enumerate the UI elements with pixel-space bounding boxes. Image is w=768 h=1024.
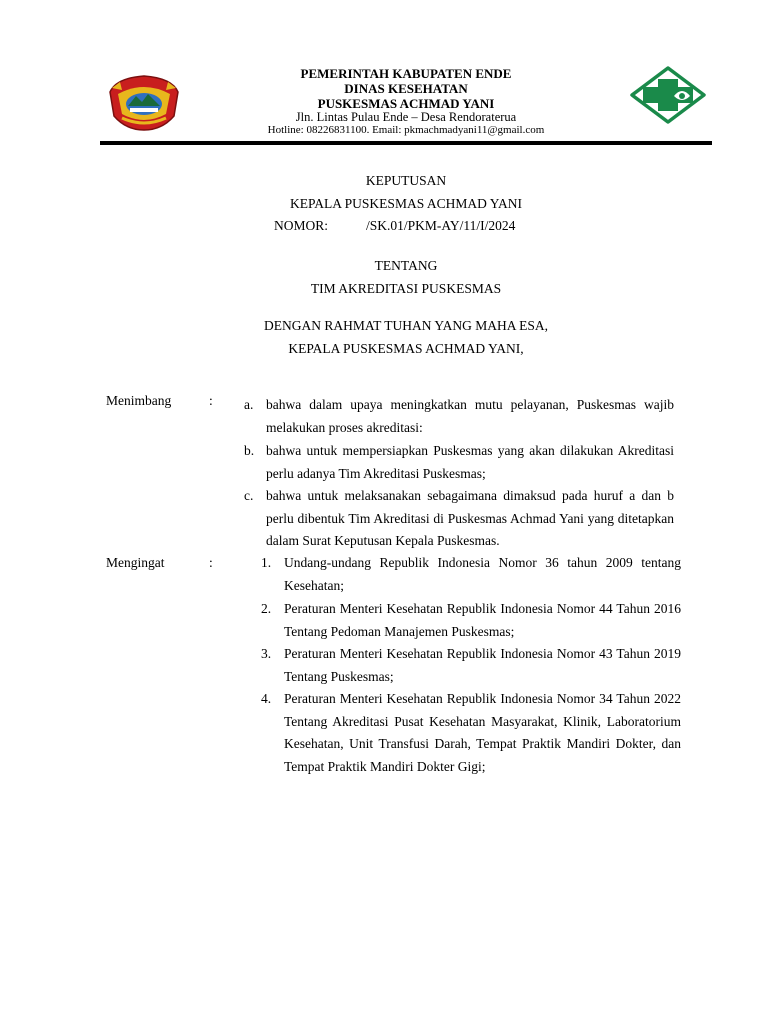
decree-title: KEPUTUSAN [365, 173, 447, 188]
mengingat-marker: 3. [261, 646, 272, 661]
menimbang-marker: a. [244, 397, 254, 412]
government-name: PEMERINTAH KABUPATEN ENDE [300, 66, 512, 81]
decree-subject: TIM AKREDITASI PUSKESMAS [310, 281, 502, 296]
menimbang-item: bahwa untuk melaksanakan sebagaimana dimaksud pada huruf a dan b perlu dibentuk Tim Akreditasi di Puskesmas Achmad Yani yang ditetapkan dalam Surat Keputusan Kepala Puskesmas. [266, 488, 674, 548]
about-label: TENTANG [374, 258, 438, 273]
mengingat-label: Mengingat [106, 555, 165, 570]
mengingat-marker: 2. [261, 601, 272, 616]
decree-number-value: /SK.01/PKM-AY/11/I/2024 [366, 218, 516, 233]
hotline: Hotline: 08226831100. Email: pkmachmadyani11@gmail.com [267, 124, 545, 136]
address: Jln. Lintas Pulau Ende – Desa Rendoraterua [295, 110, 517, 124]
menimbang-item: bahwa dalam upaya meningkatkan mutu pelayanan, Puskesmas wajib melakukan proses akreditasi: [266, 397, 674, 435]
header-divider [100, 141, 712, 145]
menimbang-label: Menimbang [106, 393, 172, 408]
mengingat-item: Undang-undang Republik Indonesia Nomor 36 tahun 2009 tentang Kesehatan; [284, 555, 681, 593]
menimbang-marker: b. [244, 443, 255, 458]
menimbang-colon: : [209, 393, 213, 408]
puskesmas-name: PUSKESMAS ACHMAD YANI [317, 96, 495, 111]
menimbang-item: bahwa untuk mempersiapkan Puskesmas yang akan dilakukan Akreditasi perlu adanya Tim Akreditasi Puskesmas; [266, 443, 674, 481]
mengingat-marker: 1. [261, 555, 272, 570]
department-name: DINAS KESEHATAN [344, 81, 468, 96]
opening-line-1: DENGAN RAHMAT TUHAN YANG MAHA ESA, [263, 318, 548, 333]
decree-number-label: NOMOR: [274, 218, 329, 233]
decree-issuer: KEPALA PUSKESMAS ACHMAD YANI [290, 196, 522, 211]
puskesmas-logo [630, 66, 706, 124]
regency-emblem-logo [106, 72, 182, 132]
opening-line-2: KEPALA PUSKESMAS ACHMAD YANI, [288, 341, 524, 356]
mengingat-item: Peraturan Menteri Kesehatan Republik Indonesia Nomor 43 Tahun 2019 Tentang Puskesmas; [284, 646, 681, 684]
mengingat-item: Peraturan Menteri Kesehatan Republik Indonesia Nomor 44 Tahun 2016 Tentang Pedoman Manajemen Puskesmas; [284, 601, 681, 639]
menimbang-marker: c. [244, 488, 254, 503]
mengingat-colon: : [209, 555, 213, 570]
mengingat-marker: 4. [261, 691, 272, 706]
mengingat-item: Peraturan Menteri Kesehatan Republik Indonesia Nomor 34 Tahun 2022 Tentang Akreditasi Pusat Kesehatan Masyarakat, Klinik, Laboratorium Kesehatan, Unit Transfusi Darah, Tempat Praktik Mandiri Dokter, dan Tempat Praktik Mandiri Dokter Gigi; [284, 691, 681, 774]
